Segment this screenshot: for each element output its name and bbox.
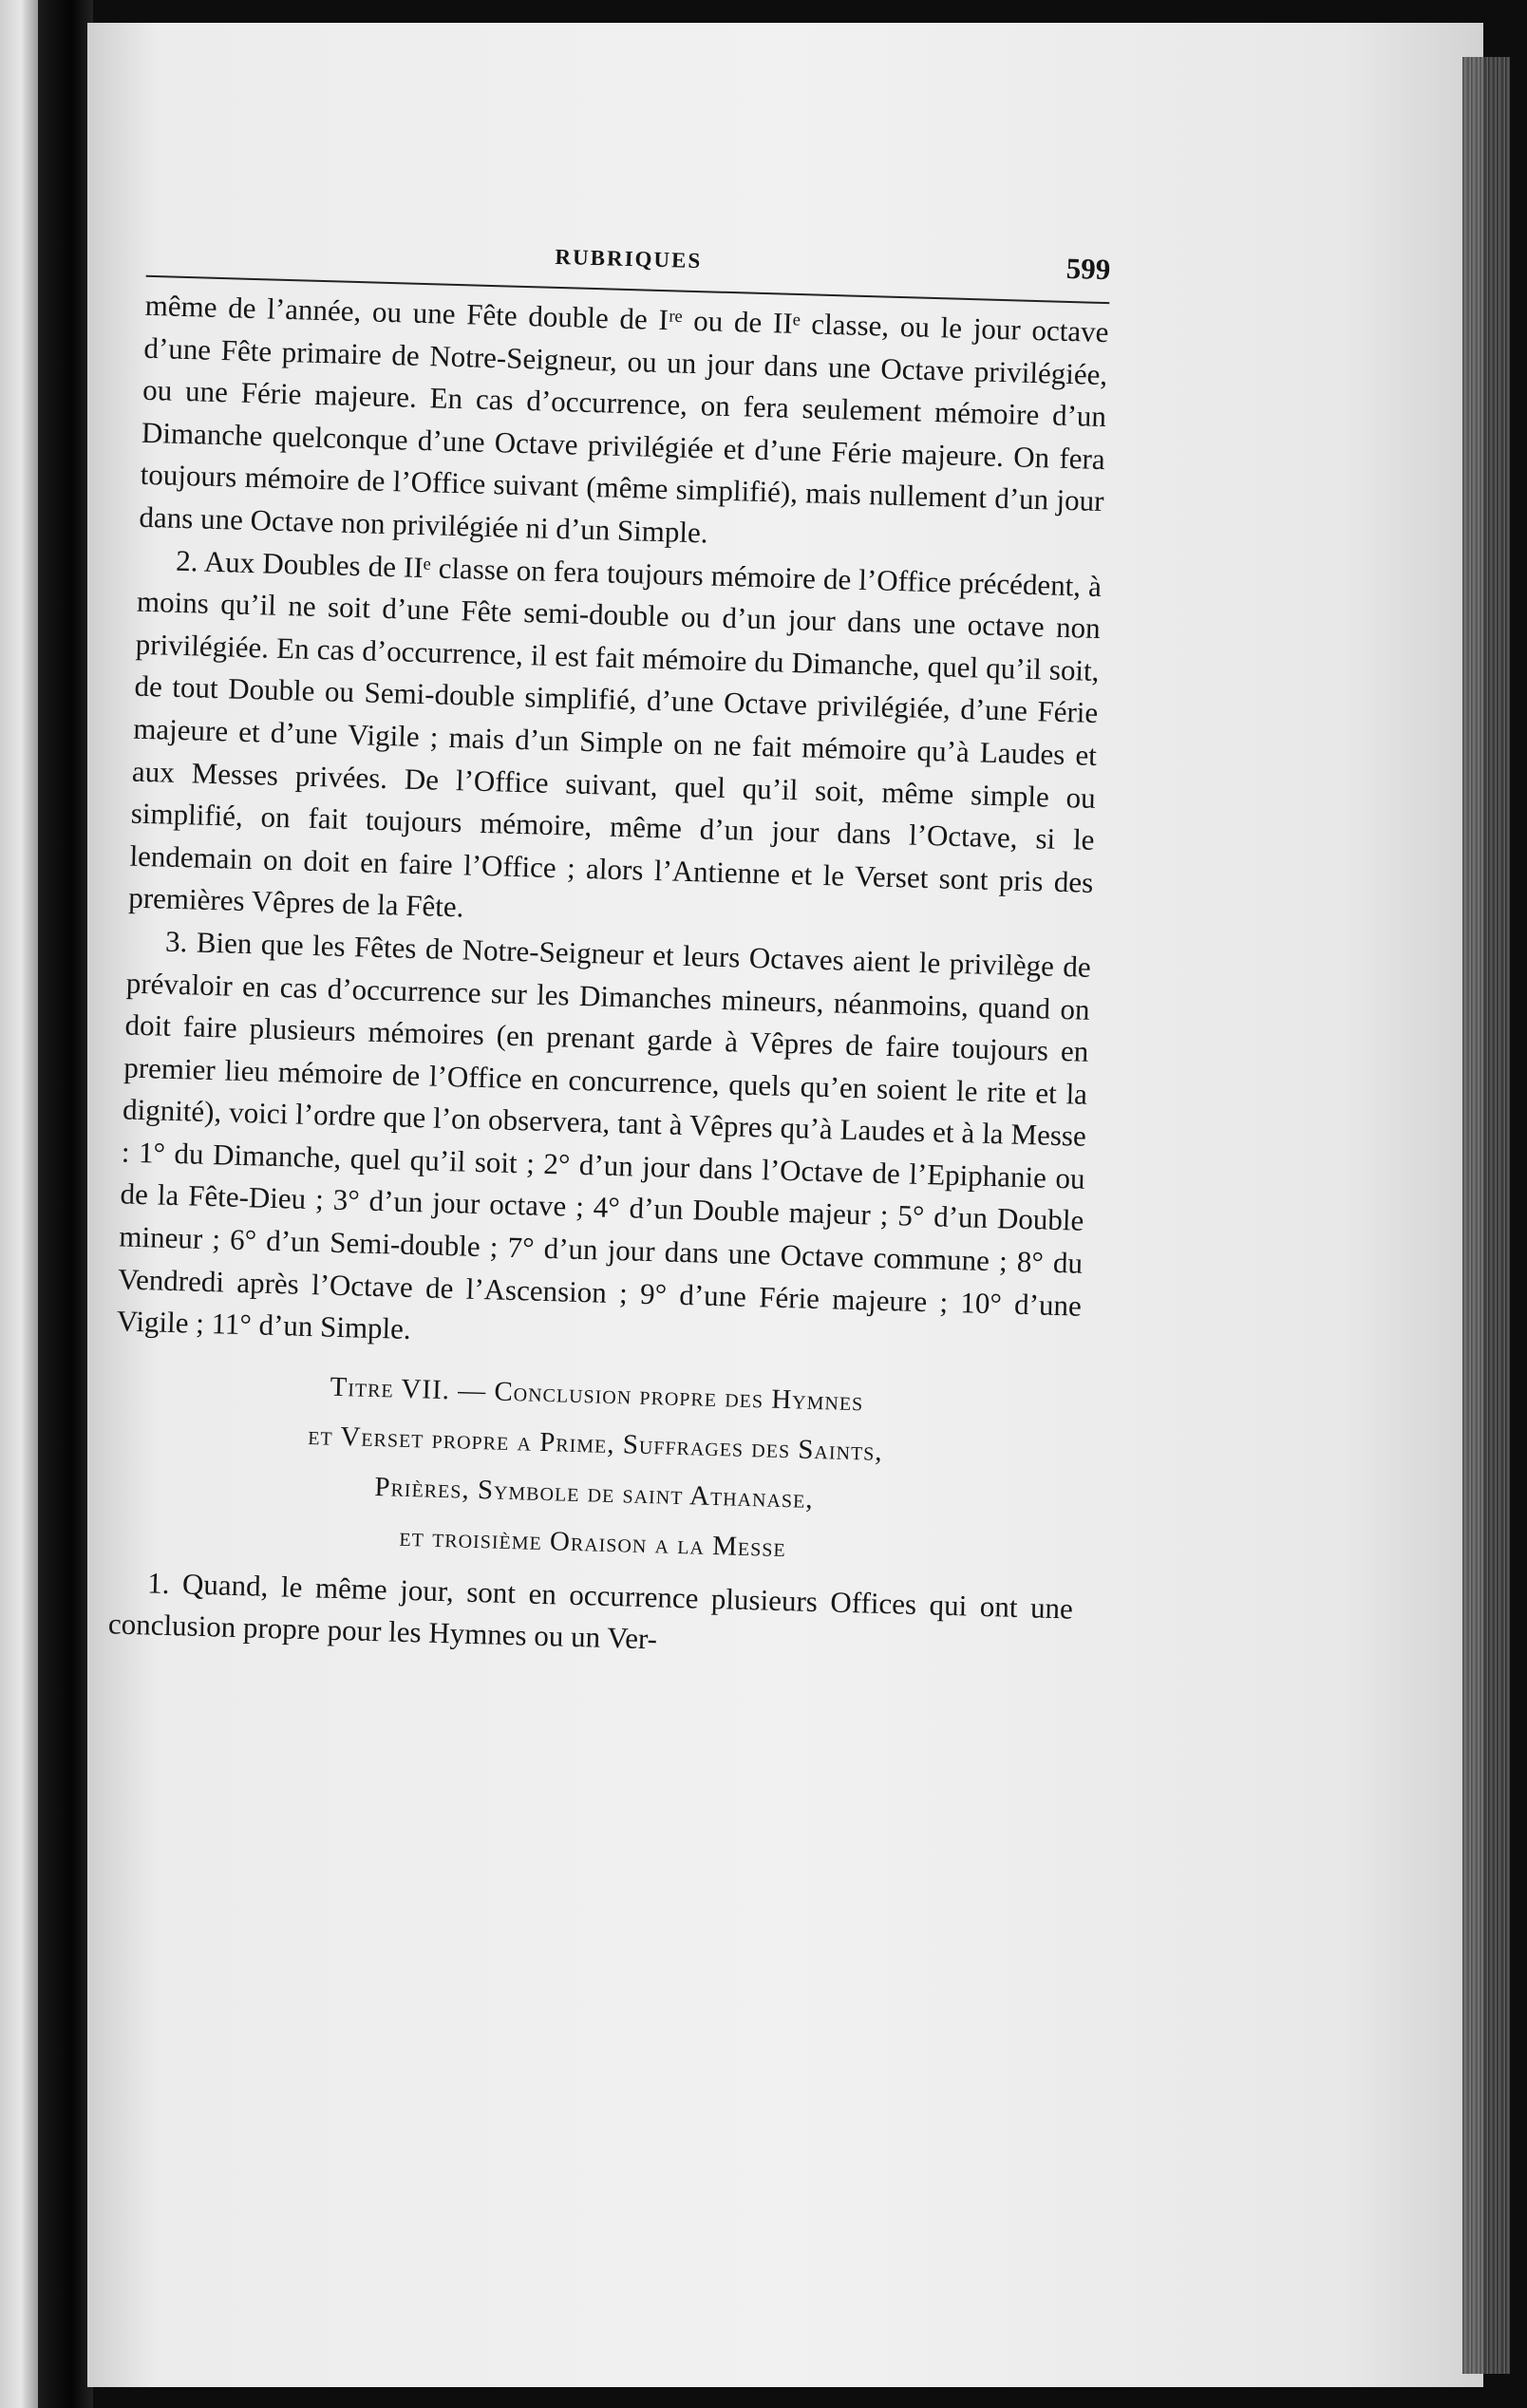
running-head: RUBRIQUES bbox=[555, 244, 703, 273]
section-title-line-3: Prières, Symbole de saint Athanase, bbox=[374, 1471, 815, 1514]
paragraph-continued: même de l’année, ou une Fête double de Iʳᵉ ou de IIᵉ classe, ou le jour octave d’une Fête primaire de Notre-Seigneur, ou un jour dans une Octave privilégiée, ou une Férie majeure. En cas d’occurrence, on fera seulement mémoire d’un Dimanche quelconque d’une Octave privilégiée et d’une Férie majeure. On fera toujours mémoire de l’Office suivant (même simplifié), mais nullement d’un jour dans une Octave non privilégiée ni d’un Simple. bbox=[139, 288, 1109, 550]
section-title bbox=[110, 1356, 1079, 1580]
section-title-line-4: et troisième Oraison a la Messe bbox=[399, 1521, 787, 1563]
page-stack-edge bbox=[1462, 57, 1510, 2374]
paragraph-final: 1. Quand, le même jour, sont en occurrence plusieurs Offices qui ont une conclusion propre pour les Hymnes ou un Ver- bbox=[107, 1566, 1074, 1656]
left-page-edge bbox=[0, 0, 38, 2408]
page-content bbox=[107, 224, 1110, 1673]
section-title-line-2: et Verset propre a Prime, Suffrages des Saints, bbox=[307, 1420, 884, 1467]
paragraph-3: 3. Bien que les Fêtes de Notre-Seigneur et leurs Octaves aient le privilège de prévaloir en cas d’occurrence sur les Dimanches mineurs, néanmoins, quand on doit faire plusieurs mémoires (en prenant garde à Vêpres de faire toujours en premier lieu mémoire de l’Office en concurrence, quels qu’en soient le rite et la dignité), voici l’ordre que l’on observera, tant à Vêpres qu’à Laudes et à la Messe : 1° du Dimanche, quel qu’il soit ; 2° d’un jour dans l’Octave de l’Epiphanie ou de la Fête-Dieu ; 3° d’un jour octave ; 4° d’un Double majeur ; 5° d’un Double mineur ; 6° d’un Semi-double ; 7° d’un jour dans une Octave commune ; 8° du Vendredi après l’Octave de l’Ascension ; 9° d’une Férie majeure ; 10° d’une Vigile ; 11° d’un Simple. bbox=[116, 924, 1092, 1346]
section-title-line-1: Titre VII. — Conclusion propre des Hymnes bbox=[330, 1371, 864, 1418]
body-text bbox=[107, 285, 1109, 1673]
book-gutter bbox=[38, 0, 93, 2408]
page-number: 599 bbox=[1065, 251, 1111, 287]
paragraph-2: 2. Aux Doubles de IIᵉ classe on fera toujours mémoire de l’Office précédent, à moins qu’il ne soit d’une Fête semi-double ou d’un jour dans une octave non privilégiée. En cas d’occurrence, il est fait mémoire du Dimanche, quel qu’il soit, de tout Double ou Semi-double simplifié, d’une Octave privilégiée, d’une Férie majeure et d’une Vigile ; mais d’un Simple on ne fait mémoire qu’à Laudes et aux Messes privées. De l’Office suivant, quel qu’il soit, même simple ou simplifié, on fait toujours mémoire, même d’un jour dans l’Octave, si le lendemain on doit en faire l’Office ; alors l’Antienne et le Verset sont pris des premières Vêpres de la Fête. bbox=[127, 543, 1103, 924]
